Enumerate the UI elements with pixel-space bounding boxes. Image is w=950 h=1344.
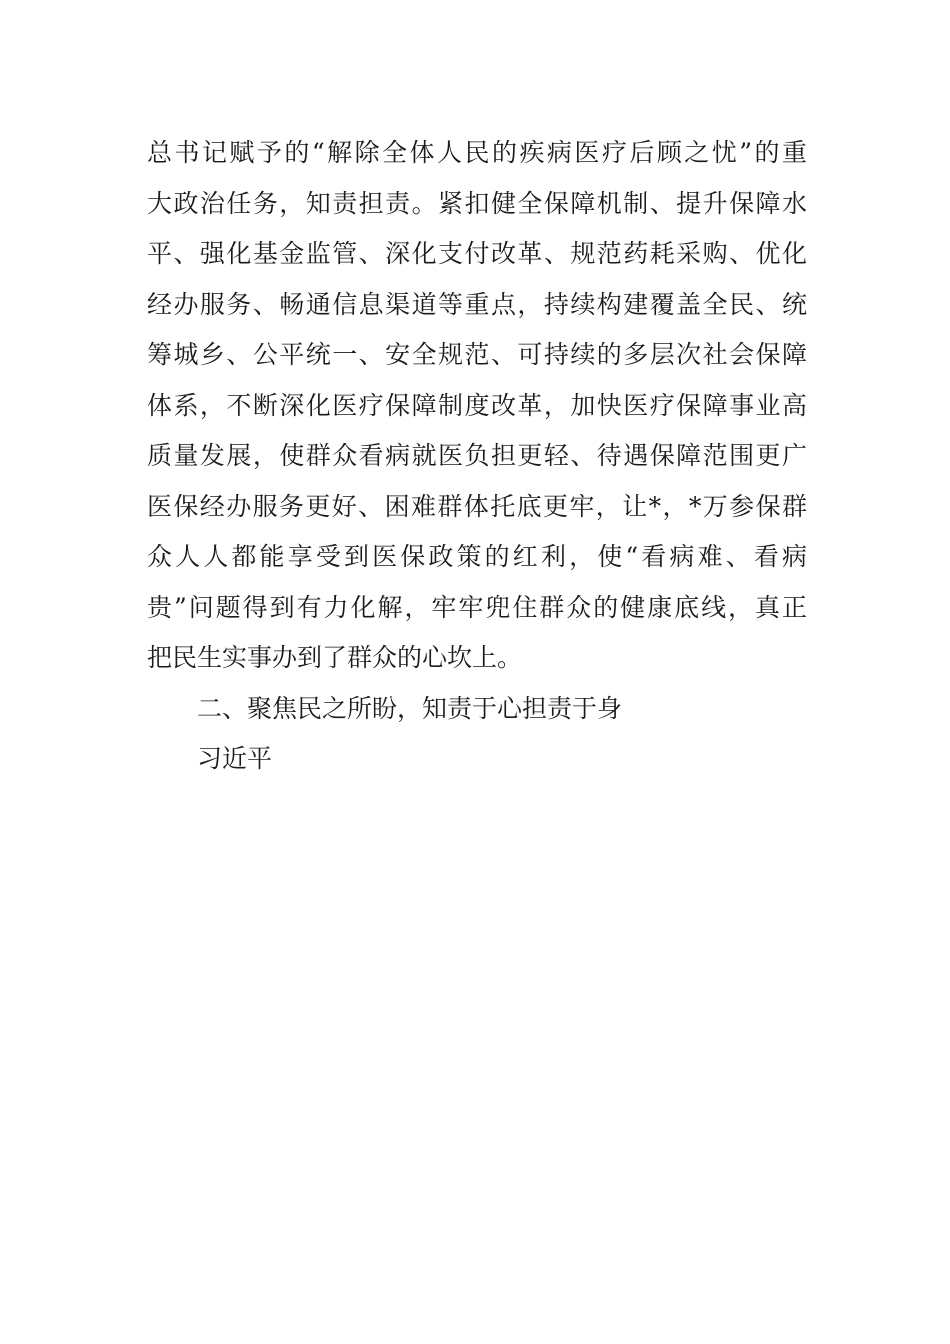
body-line: 经办服务、畅通信息渠道等重点，持续构建覆盖全民、统 <box>147 289 807 319</box>
body-line: 把民生实事办到了群众的心坎上。 <box>147 643 523 672</box>
body-line: 大政治任务，知责担责。紧扣健全保障机制、提升保障水 <box>147 188 807 218</box>
author-line: 习近平 <box>197 744 273 773</box>
body-line: 平、强化基金监管、深化支付改革、规范药耗采购、优化 <box>147 239 807 268</box>
body-line: 体系，不断深化医疗保障制度改革，加快医疗保障事业高 <box>147 390 807 420</box>
document-body <box>147 128 807 785</box>
section-heading: 二、聚焦民之所盼，知责于心担责于身 <box>197 693 623 723</box>
body-line: 众人人都能享受到医保政策的红利，使“看病难、看病 <box>147 542 807 571</box>
body-line: 筹城乡、公平统一、安全规范、可持续的多层次社会保障 <box>147 340 807 369</box>
body-line: 总书记赋予的“解除全体人民的疾病医疗后顾之忧”的重 <box>147 138 807 167</box>
body-line: 贵”问题得到有力化解，牢牢兜住群众的健康底线，真正 <box>147 592 807 622</box>
body-line: 质量发展，使群众看病就医负担更轻、待遇保障范围更广 <box>147 441 807 470</box>
body-line: 医保经办服务更好、困难群体托底更牢，让*，*万参保群 <box>147 491 807 521</box>
